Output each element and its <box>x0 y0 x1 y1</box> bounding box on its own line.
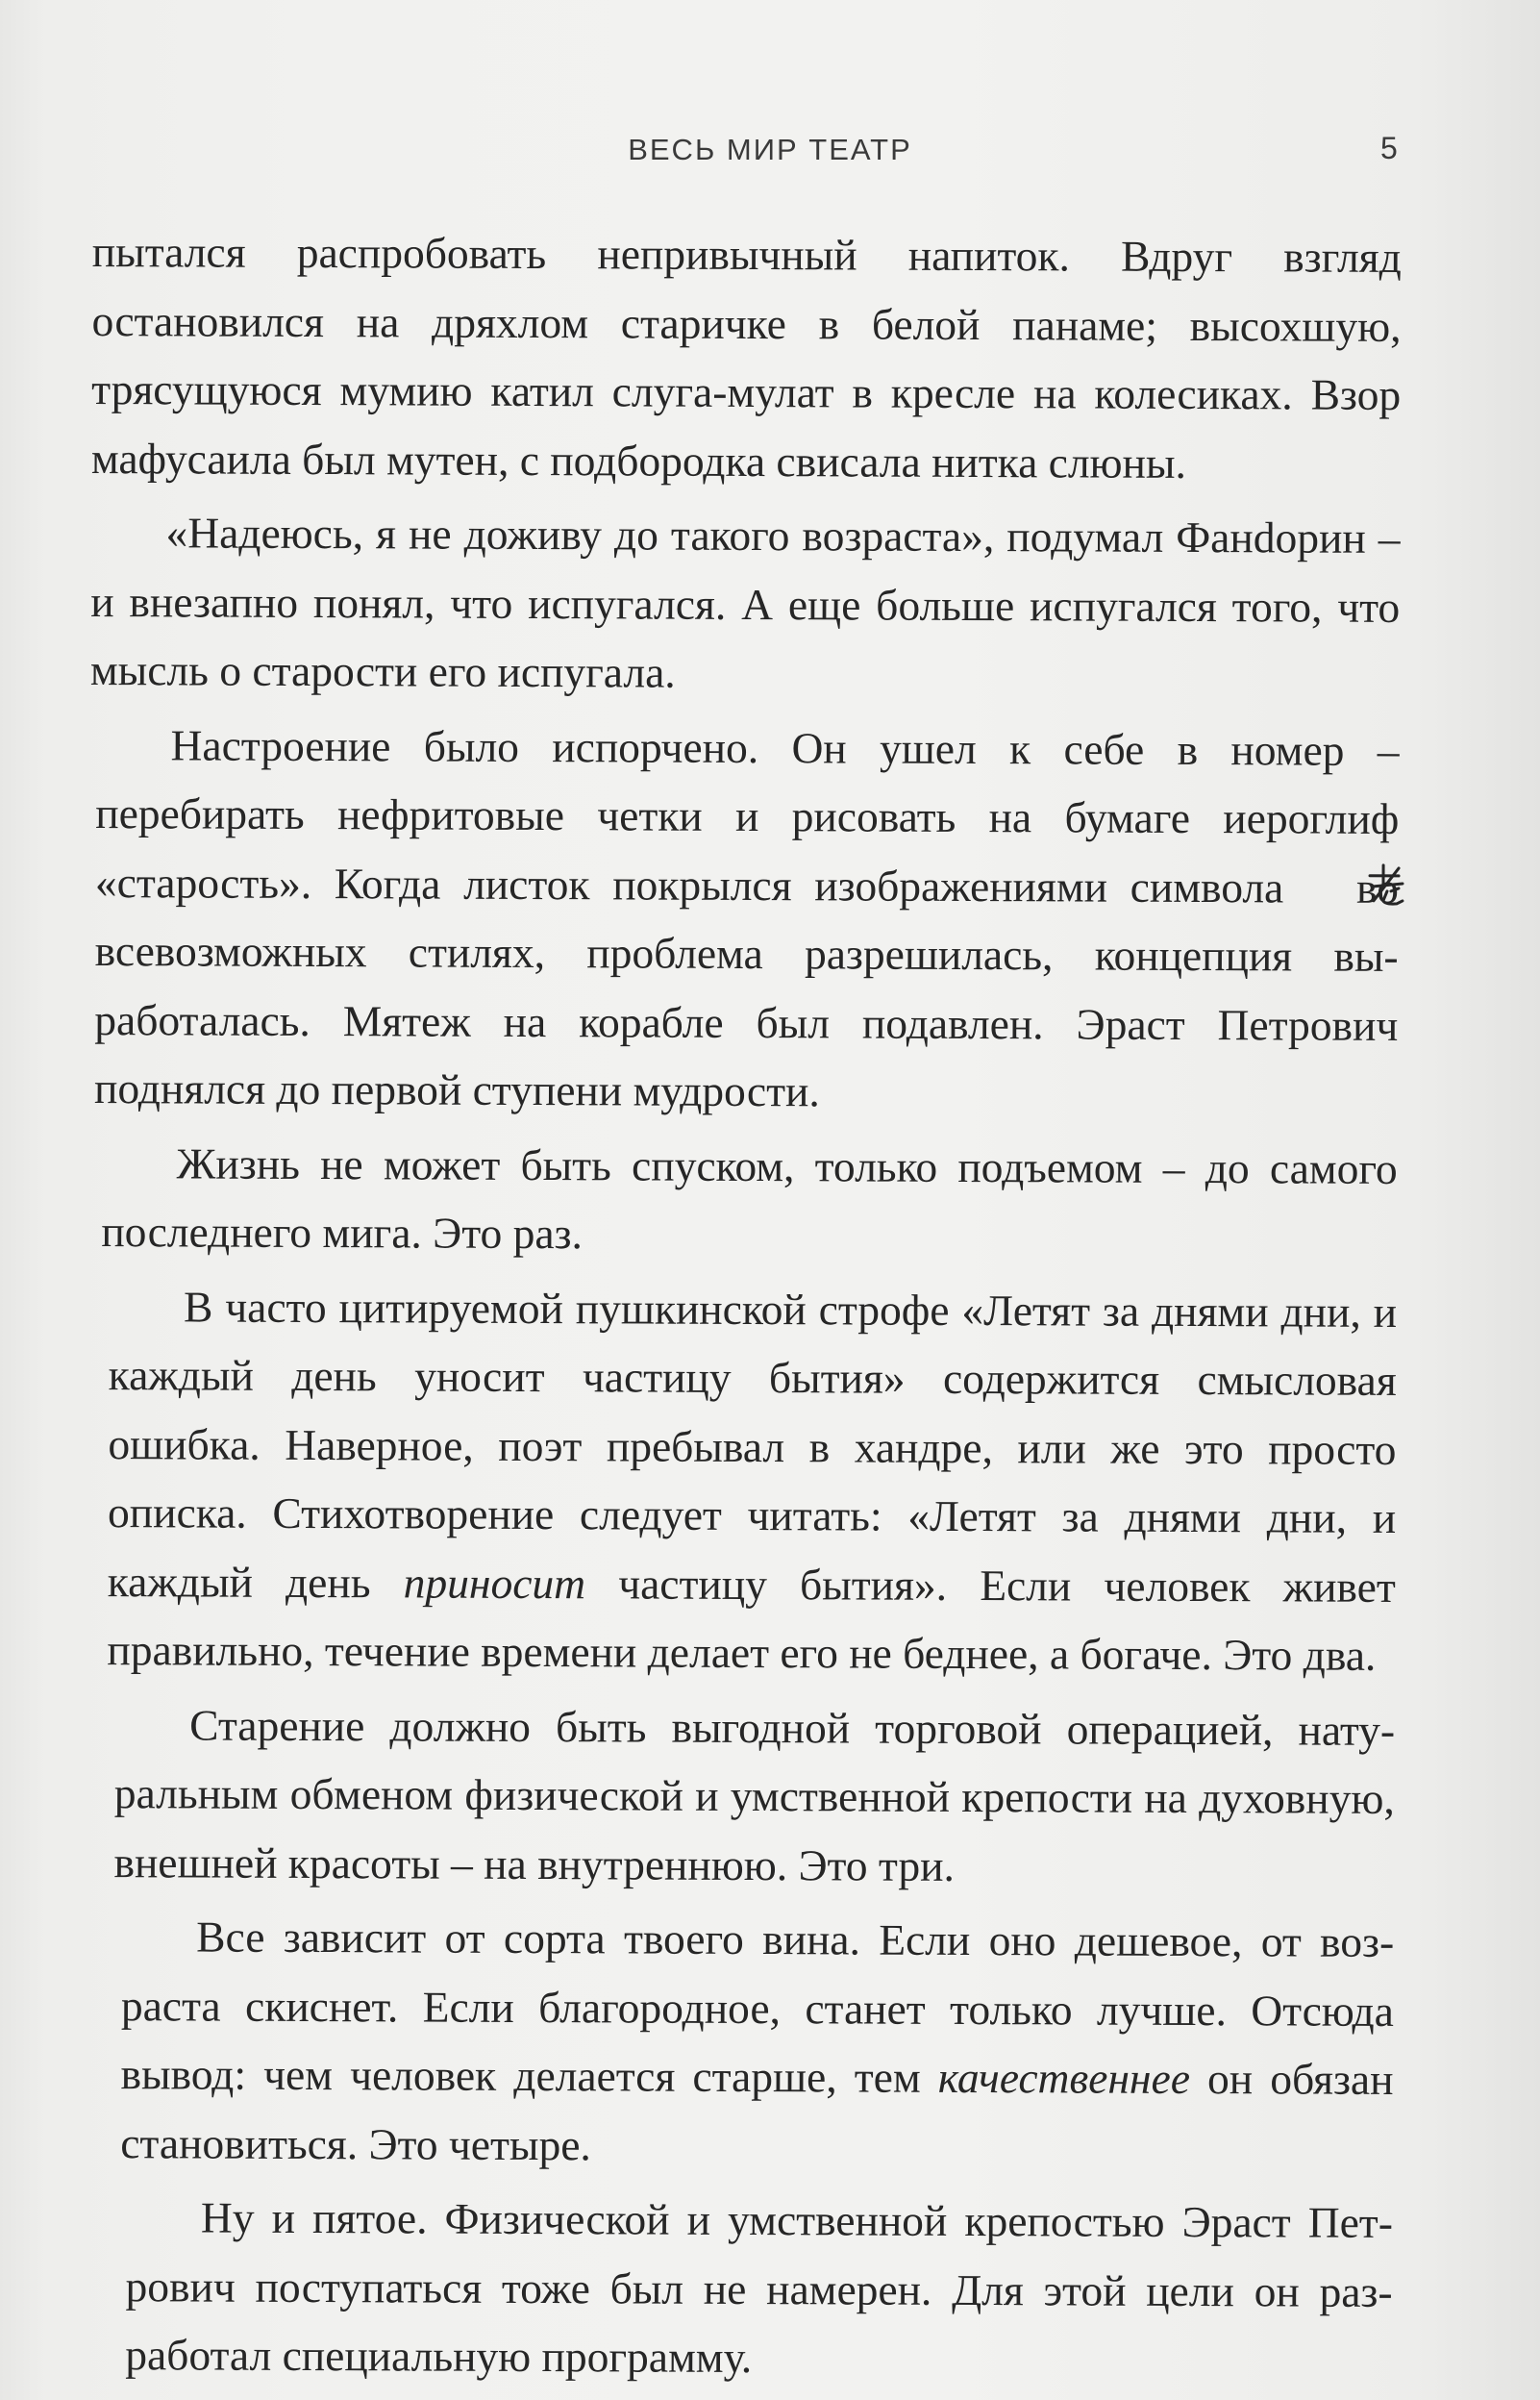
paragraph-8: Ну и пятое. Физической и умственной крепостью Эраст Петрович поступаться тоже был не намерен. Для этой цели он разработал специальную программу. <box>125 2192 1394 2383</box>
paragraph-3-part-a: Настроение было испорчено. Он ушел к себе в номер – перебирать нефритовые четки и рисовать на бумаге иероглиф «старость». Когда листок покрылся изображениями символа <box>94 719 1400 912</box>
paragraph-3-space <box>1333 862 1356 912</box>
old-age-hieroglyph-icon <box>1289 859 1333 905</box>
paragraph-3-part-b: во всевозможных стилях, проблема разрешилась, концепция выработалась. Мятеж на корабле был подавлен. Эраст Петрович поднялся до первой ступени мудрости. <box>93 862 1400 1116</box>
emphasis-prinosit: приносит <box>403 1557 586 1608</box>
paragraph-7-part-a: Все зависит от сорта твоего вина. Если оно дешевое, от возраста скиснет. Если благородное, станет только лучше. Отсюда вывод: чем человек делается старше, тем <box>120 1912 1395 2102</box>
paragraph-1: пытался распробовать непривычный напиток. Вдруг взгляд остановился на дряхлом старичке в белой панаме; высохшую, трясущуюся мумию катил слуга-мулат в кресле на колесиках. Взор мафусаила был мутен, с подбородка свисала нитка слюны. <box>90 226 1402 488</box>
emphasis-kachestvennee: качественнее <box>937 2052 1191 2104</box>
page-number: 5 <box>1380 131 1398 165</box>
paragraph-3 <box>88 710 1400 1128</box>
paragraph-2: «Надеюсь, я не доживу до такого возраста», подумал Фанdорин – и внезапно понял, что испугался. А еще больше испугался того, что мысль о старости его испугала. <box>89 508 1401 697</box>
body-text <box>83 217 1402 2400</box>
paragraph-7 <box>84 1902 1394 2183</box>
paragraph-5-part-a: В часто цитируемой пушкинской строфе «Летят за днями дни, и каждый день уносит частицу бытия» содержится смысловая ошибка. Наверное, поэт пребывал в хандре, или же это просто описка. Стихотворение следует читать: «Летят за днями дни, и каждый день <box>107 1281 1398 1607</box>
paragraph-6: Старение должно быть выгодной торговой операцией, натуральным обменом физической и умственной крепости на духовную, внешней красоты – на внутреннюю. Это три. <box>113 1699 1396 1890</box>
paragraph-4: Жизнь не может быть спуском, только подъемом – до самого последнего мига. Это раз. <box>101 1138 1398 1259</box>
paragraph-7-part-b: он обязан становиться. Это четыре. <box>120 2054 1394 2169</box>
running-head: ВЕСЬ МИР ТЕАТР <box>628 133 912 166</box>
paragraph-5 <box>86 1271 1397 1689</box>
paragraph-5-part-b: частицу бытия». Если человек живет правильно, течение времени делает его не беднее, а богаче. Это два. <box>107 1558 1396 1680</box>
